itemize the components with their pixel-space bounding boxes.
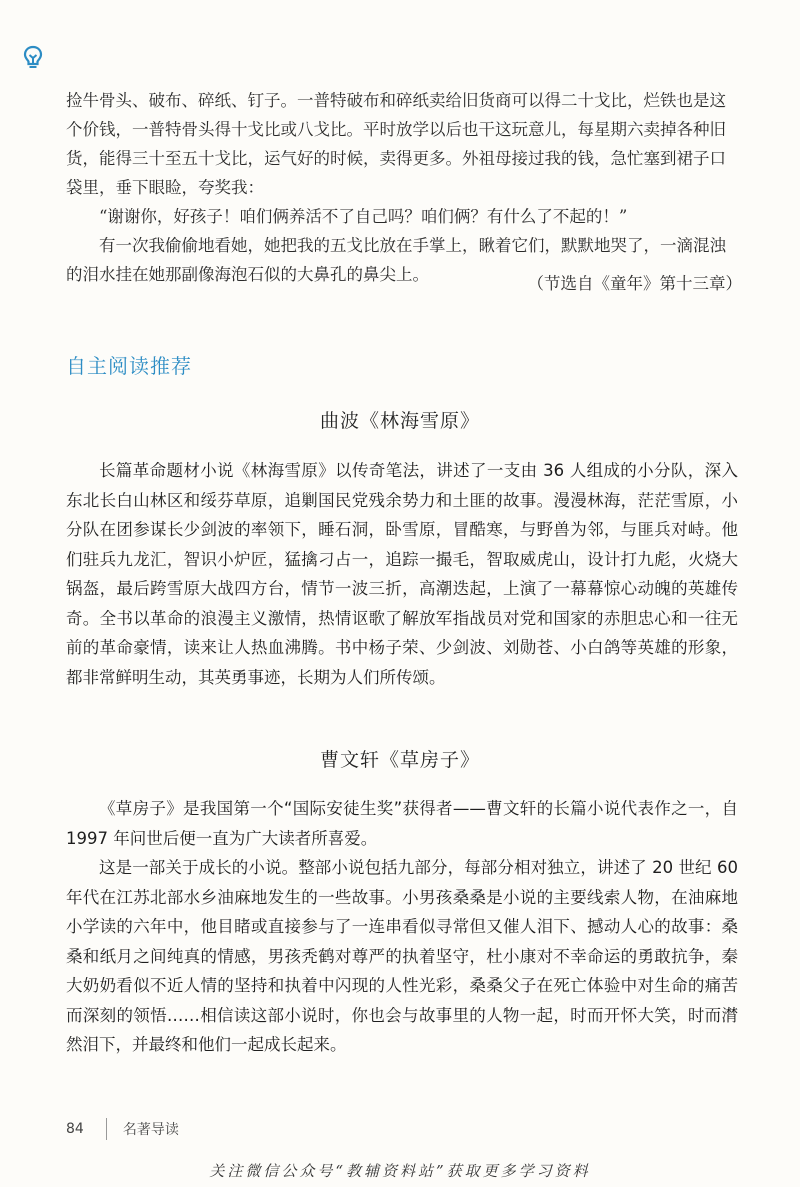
page-number: 84: [66, 1121, 84, 1137]
book-paragraph: 《草房子》是我国第一个“国际安徒生奖”获得者——曹文轩的长篇小说代表作之一，自 1997 年问世后便一直为广大读者所喜爱。: [66, 799, 738, 848]
excerpt-paragraph: 有一次我偷偷地看她，她把我的五戈比放在手掌上，瞅着它们，默默地哭了，一滴混浊的泪水挂在她那副像海泡石似的大鼻孔的鼻尖上。: [66, 236, 726, 284]
page-footer: [66, 1118, 179, 1140]
book-summary: [66, 456, 738, 692]
excerpt-source: （节选自《童年》第十三章）: [527, 274, 742, 293]
book-title: 曲波《林海雪原》: [319, 410, 480, 432]
footer-divider: [106, 1118, 107, 1140]
book-paragraph: 长篇革命题材小说《林海雪原》以传奇笔法，讲述了一支由 36 人组成的小分队，深入东北长白山林区和绥芬草原，追剿国民党残余势力和土匪的故事。漫漫林海，茫茫雪原，小分队在团参谋长少剑波的率领下，睡石洞，卧雪原，冒酷寒，与野兽为邻，与匪兵对峙。他们驻兵九龙汇，智识小炉匠，猛擒刁占一，追踪一撮毛，智取威虎山，设计打九彪，火烧大锅盔，最后跨雪原大战四方台，情节一波三折，高潮迭起，上演了一幕幕惊心动魄的英雄传奇。全书以革命的浪漫主义激情，热情讴歌了解放军指战员对党和国家的赤胆忠心和一往无前的革命豪情，读来让人热血沸腾。书中杨子荣、少剑波、刘勋苍、小白鸽等英雄的形象，都非常鲜明生动，其英勇事迹，长期为人们所传颂。: [66, 461, 738, 687]
book-title: 曹文轩《草房子》: [319, 749, 480, 771]
footer-section-name: 名著导读: [122, 1122, 179, 1138]
book-paragraph: 这是一部关于成长的小说。整部小说包括九部分，每部分相对独立，讲述了 20 世纪 60 年代在江苏北部水乡油麻地发生的一些故事。小男孩桑桑是小说的主要线索人物，在油麻地小学读的六年中，他目睹或直接参与了一连串看似寻常但又催人泪下、撼动人心的故事：桑桑和纸月之间纯真的情感，男孩秃鹤对尊严的执着坚守，杜小康对不幸命运的勇敢抗争，秦大奶奶看似不近人情的坚持和执着中闪现的人性光彩，桑桑父子在死亡体验中对生命的痛苦而深刻的领悟……相信读这部小说时，你也会与故事里的人物一起，时而开怀大笑，时而潸然泪下，并最终和他们一起成长起来。: [66, 858, 738, 1054]
excerpt-paragraph: “谢谢你，好孩子！咱们俩养活不了自己吗？咱们俩？有什么了不起的！”: [99, 207, 628, 226]
section-heading: 自主阅读推荐: [66, 354, 192, 378]
excerpt-paragraph: 捡牛骨头、破布、碎纸、钉子。一普特破布和碎纸卖给旧货商可以得二十戈比，烂铁也是这个价钱，一普特骨头得十戈比或八戈比。平时放学以后也干这玩意儿，每星期六卖掉各种旧货，能得三十至五十戈比，运气好的时候，卖得更多。外祖母接过我的钱，急忙塞到裙子口袋里，垂下眼睑，夸奖我：: [66, 91, 726, 197]
book-summary: [66, 794, 738, 1060]
excerpt-text: [66, 86, 742, 289]
bulb-icon: [22, 44, 44, 70]
watermark: 关注微信公众号“教辅资料站”获取更多学习资料: [209, 1162, 591, 1180]
